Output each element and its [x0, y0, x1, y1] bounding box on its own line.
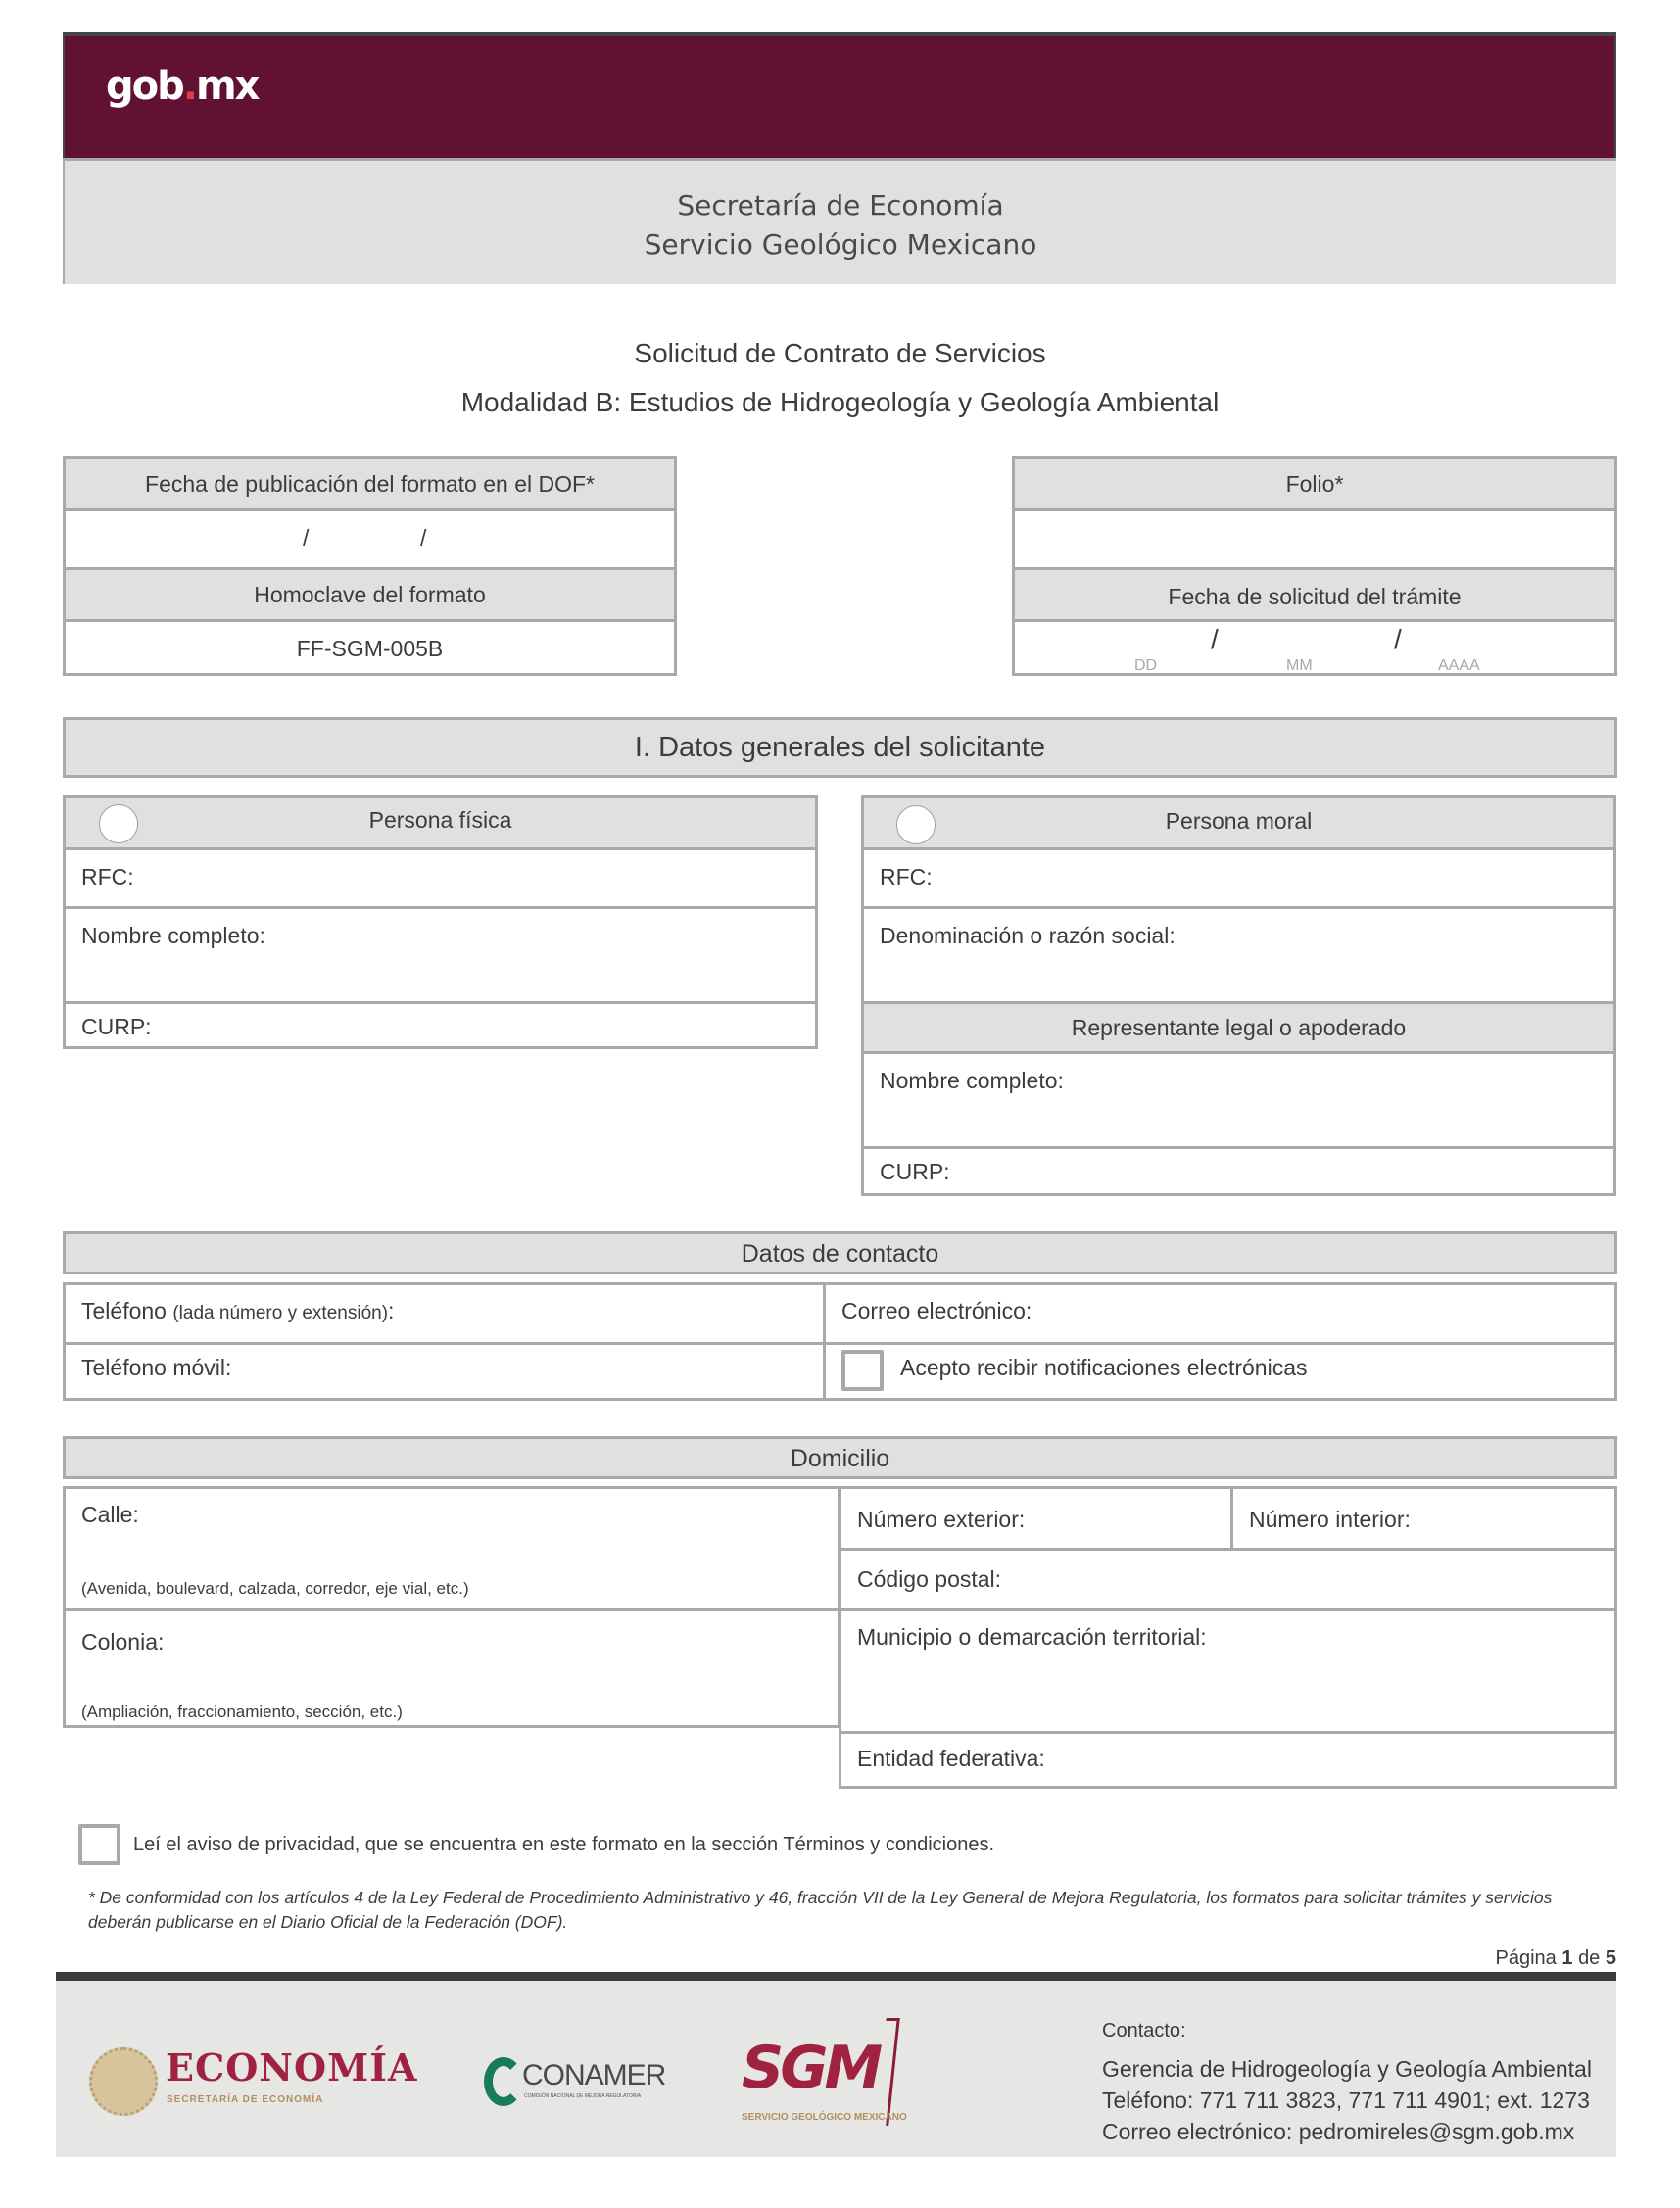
denominacion-field[interactable]	[864, 906, 1613, 1001]
representante-nombre-field[interactable]	[864, 1051, 1613, 1146]
numero-interior-label: Número interior:	[1249, 1507, 1411, 1532]
telefono-label	[81, 1298, 394, 1324]
footer	[56, 1981, 1616, 2157]
page-current: 1	[1561, 1947, 1573, 1969]
agency-band	[63, 158, 1616, 284]
contacto-table	[63, 1282, 1617, 1401]
numero-interior-field[interactable]	[1233, 1489, 1614, 1548]
telefono-text: Teléfono	[81, 1298, 167, 1323]
page-of: de	[1578, 1947, 1601, 1969]
section-header-contacto: Datos de contacto	[63, 1231, 1617, 1274]
request-date-label: Fecha de solicitud del trámite	[1168, 584, 1462, 609]
codigo-postal-label: Código postal:	[857, 1566, 1002, 1592]
economia-logo-text: ECONOMÍA	[166, 2045, 418, 2089]
economia-logo-subtext: SECRETARÍA DE ECONOMÍA	[167, 2094, 324, 2105]
curp-label: CURP:	[880, 1159, 950, 1184]
contact-department: Gerencia de Hidrogeología y Geología Ambiental	[1102, 2056, 1592, 2082]
persona-moral-label: Persona moral	[1165, 808, 1313, 834]
day-hint: DD	[1134, 657, 1158, 674]
denominacion-label: Denominación o razón social:	[880, 923, 1176, 948]
correo-field[interactable]	[826, 1285, 1614, 1342]
gobmx-logo	[106, 64, 258, 109]
persona-fisica-box	[63, 795, 818, 1049]
section-header-domicilio: Domicilio	[63, 1436, 1617, 1479]
date-separator: /	[1211, 624, 1219, 654]
calle-label: Calle:	[81, 1502, 139, 1527]
logo-text-mx: mx	[195, 64, 259, 109]
numero-exterior-field[interactable]	[841, 1489, 1230, 1548]
form-subtitle: Modalidad B: Estudios de Hidrogeología y Geología Ambiental	[460, 387, 1220, 417]
pub-date-field[interactable]	[66, 508, 674, 567]
calle-field[interactable]	[66, 1489, 838, 1608]
correo-label: Correo electrónico:	[841, 1298, 1032, 1323]
logo-text-gob: gob	[106, 64, 183, 109]
page-indicator	[1496, 1947, 1616, 1970]
date-separator: /	[1394, 624, 1402, 654]
organismo-name: Servicio Geológico Mexicano	[644, 228, 1037, 261]
conamer-logo-text: CONAMER	[522, 2059, 666, 2091]
representante-curp-field[interactable]	[864, 1146, 1613, 1193]
month-hint: MM	[1286, 657, 1313, 674]
request-date-field[interactable]	[1015, 619, 1614, 673]
rfc-field[interactable]	[864, 847, 1613, 906]
municipio-label: Municipio o demarcación territorial:	[857, 1624, 1207, 1650]
notificaciones-checkbox[interactable]	[841, 1350, 884, 1391]
curp-field[interactable]	[66, 1001, 815, 1046]
colonia-field[interactable]	[66, 1608, 838, 1725]
contact-email[interactable]: Correo electrónico: pedromireles@sgm.gob.mx	[1102, 2119, 1575, 2144]
notificaciones-row	[826, 1345, 1614, 1398]
movil-field[interactable]	[66, 1345, 823, 1398]
telefono-field[interactable]	[66, 1285, 823, 1342]
rfc-field[interactable]	[66, 847, 815, 906]
contact-phone: Teléfono: 771 711 3823, 771 711 4901; ext. 1273	[1102, 2088, 1590, 2113]
rfc-label: RFC:	[81, 864, 134, 889]
persona-fisica-label: Persona física	[368, 807, 512, 833]
representante-label: Representante legal o apoderado	[1071, 1015, 1407, 1040]
numero-exterior-label: Número exterior:	[857, 1507, 1026, 1532]
persona-moral-box	[861, 795, 1616, 1196]
homoclave-label: Homoclave del formato	[254, 582, 486, 607]
codigo-postal-field[interactable]	[841, 1548, 1614, 1608]
footer-divider-bar	[56, 1972, 1616, 1981]
privacy-checkbox[interactable]	[78, 1824, 120, 1865]
nombre-label: Nombre completo:	[880, 1068, 1064, 1093]
date-separator: /	[303, 525, 310, 551]
nombre-label: Nombre completo:	[81, 923, 265, 948]
rfc-label: RFC:	[880, 864, 933, 889]
conamer-logo-icon	[484, 2057, 523, 2106]
domicilio-left-box	[63, 1486, 840, 1728]
form-title: Solicitud de Contrato de Servicios	[634, 338, 1046, 368]
format-info-box	[63, 456, 677, 676]
telefono-hint: (lada número y extensión)	[172, 1303, 389, 1323]
contact-label: Contacto:	[1102, 2020, 1186, 2041]
conamer-logo-subtext: COMISIÓN NACIONAL DE MEJORA REGULATORIA	[524, 2093, 642, 2099]
folio-box	[1012, 456, 1617, 676]
sgm-logo-subtext: SERVICIO GEOLÓGICO MEXICANO	[742, 2112, 907, 2123]
nombre-field[interactable]	[66, 906, 815, 1001]
homoclave-value: FF-SGM-005B	[296, 636, 444, 661]
folio-field[interactable]	[1015, 508, 1614, 567]
curp-label: CURP:	[81, 1014, 152, 1039]
persona-fisica-radio[interactable]	[99, 804, 138, 843]
footnote-line-1: * De conformidad con los artículos 4 de la Ley Federal de Procedimiento Administrativo y 46, fracción VII de la Ley General de Mejora Regulatoria, los formatos para solicitar trámites y servicios	[88, 1888, 1553, 1907]
entidad-field[interactable]	[841, 1731, 1614, 1786]
domicilio-right-box	[839, 1486, 1617, 1789]
secretaria-name: Secretaría de Economía	[677, 189, 1004, 221]
mexico-coat-of-arms-icon	[89, 2047, 158, 2116]
movil-label: Teléfono móvil:	[81, 1355, 232, 1380]
logo-dot: .	[182, 64, 196, 109]
date-separator: /	[420, 525, 427, 551]
footnote-line-2: deberán publicarse en el Diario Oficial de la Federación (DOF).	[88, 1912, 568, 1932]
page-prefix: Página	[1495, 1947, 1557, 1969]
persona-moral-radio[interactable]	[896, 805, 936, 844]
entidad-label: Entidad federativa:	[857, 1746, 1045, 1771]
gob-header-bar	[63, 32, 1616, 158]
year-hint: AAAA	[1438, 657, 1480, 674]
sgm-logo-text: SGM	[742, 2034, 880, 2102]
telefono-colon: :	[388, 1298, 395, 1323]
colonia-label: Colonia:	[81, 1629, 165, 1655]
legal-footnote	[88, 1886, 1597, 1935]
municipio-field[interactable]	[841, 1608, 1614, 1731]
section-header-datos-generales: I. Datos generales del solicitante	[63, 717, 1617, 778]
page-total: 5	[1605, 1947, 1616, 1969]
privacy-label: Leí el aviso de privacidad, que se encuentra en este formato en la sección Términos y condiciones.	[133, 1834, 995, 1855]
calle-hint: (Avenida, boulevard, calzada, corredor, eje vial, etc.)	[81, 1579, 469, 1598]
colonia-hint: (Ampliación, fraccionamiento, sección, etc.)	[81, 1703, 403, 1721]
notificaciones-label: Acepto recibir notificaciones electrónicas	[900, 1355, 1308, 1380]
pub-date-label: Fecha de publicación del formato en el DOF*	[145, 471, 595, 497]
folio-label: Folio*	[1285, 471, 1344, 497]
